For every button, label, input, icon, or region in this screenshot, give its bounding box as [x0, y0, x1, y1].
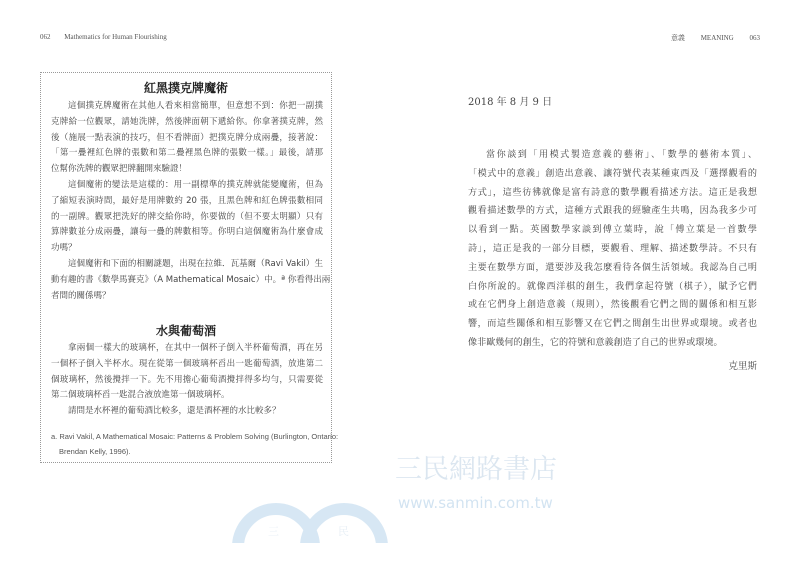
- text-line: 這個魔術和下面的相關謎題，出現在拉維．瓦基爾（Ravi Vakil）生: [68, 258, 323, 269]
- watermark: [230, 453, 570, 543]
- text-line: 者間的關係嗎？: [51, 290, 111, 301]
- right-page-number: 063: [749, 34, 760, 42]
- text-line: 或在它們身上創造意義（規則），然後觀看它們之間的關係和相互影: [468, 300, 757, 311]
- watermark-url: www.sanmin.com.tw: [398, 494, 553, 512]
- watermark-name: 三民網路書店: [395, 454, 557, 485]
- text-line: 的一副牌。觀眾把洗好的牌交給你時，你要做的（但不要太明顯）只有: [51, 211, 323, 222]
- text-line: 拿兩個一樣大的玻璃杯，在其中一個杯子倒入半杯葡萄酒，再在另: [68, 343, 323, 353]
- text-line: 觀看描述數學的方式，這種方式跟我的經驗產生共鳴，因為我多少可: [468, 206, 757, 217]
- text-line: 克牌給一位觀眾，請她洗牌，然後牌面朝下遞給你。你拿著撲克牌，然: [51, 116, 323, 127]
- logo-char: 三: [268, 525, 279, 538]
- text-line: 白你所說的。就像西洋棋的創生，我們拿起符號（棋子），賦予它們: [468, 281, 757, 292]
- text-line: 請問是水杯裡的葡萄酒比較多，還是酒杯裡的水比較多？: [68, 406, 281, 417]
- left-page-number: 062: [40, 33, 51, 41]
- text-line: 位幫你洗牌的觀眾把牌翻開來驗證！: [51, 164, 188, 175]
- footnote-line: a. Ravi Vakil, A Mathematical Mosaic: Patterns & Problem Solving (Burlington, Ontario:: [51, 432, 339, 441]
- text-line: 了縮短表演時間，最好是用牌數約 20 張，且黑色牌和紅色牌張數相同: [51, 195, 323, 206]
- text-line: 方式」，這些彷彿就像是富有詩意的數學觀看描述方法。這正是我想: [468, 187, 757, 198]
- chapter-title-zh: 意義: [670, 34, 685, 42]
- box-title-water-wine: 水與葡萄酒: [155, 324, 216, 338]
- text-line: 響，而這些關係和相互影響又在它們之間創生出世界或環境。或者也: [468, 319, 757, 330]
- text-line: 「第一疊裡紅色牌的張數和第二疊裡黑色牌的張數一樣。」最後，請那: [51, 148, 323, 159]
- text-line: 第二個玻璃杯舀一匙混合液放進第一個玻璃杯。: [51, 390, 230, 401]
- box-title-card-trick: 紅黑撲克牌魔術: [143, 81, 228, 95]
- text-line: 一個杯子倒入半杯水。現在從第一個玻璃杯舀出一匙葡萄酒，放進第二: [51, 358, 323, 369]
- right-running-header: [657, 33, 760, 43]
- card-trick-text: [51, 99, 331, 304]
- sidebar-box: [40, 72, 339, 463]
- text-line: 以看到一點。英國數學家談到傅立葉時，說「傅立葉是一首數學: [468, 225, 757, 236]
- letter-date: 2018 年 8 月 9 日: [468, 97, 553, 108]
- text-line: 功嗎？: [51, 243, 77, 254]
- text-line: 「模式中的意義」創造出意義、讓符號代表某種東西及「選擇觀看的: [468, 168, 757, 179]
- chapter-title-en: MEANING: [700, 34, 734, 42]
- text-line: 當你談到「用模式製造意義的藝術」、「數學的藝術本質」、: [486, 150, 757, 160]
- text-line: 這個魔術的變法是這樣的：用一副標準的撲克牌就能變魔術，但為: [68, 179, 323, 190]
- text-line: 詩」，這正是我的一部分目標，要觀看、理解、描述數學詩。不只有: [468, 243, 757, 254]
- left-running-title: Mathematics for Human Flourishing: [64, 33, 167, 41]
- text-line: 這個撲克牌魔術在其他人看來相當簡單，但意想不到：你把一副撲: [68, 101, 323, 111]
- sanmin-logo-icon: [230, 467, 390, 543]
- text-line: 後（施展一點表演的技巧，但不看牌面）把撲克牌分成兩疊，接著說：: [51, 132, 323, 143]
- text-line: 像非歐幾何的創生，它的符號和意義創造了自己的世界或環境。: [468, 337, 723, 348]
- text-line: 主要在數學方面，還要涉及我怎麼看待各個生活領域。我認為自己明: [468, 262, 757, 273]
- text-line: 算牌數並分成兩疊，讓每一疊的牌數相等。你明白這個魔術為什麼會成: [51, 227, 323, 238]
- water-wine-text: [51, 341, 323, 420]
- text-line: 個玻璃杯，然後攪拌一下。先不用擔心葡萄酒攪拌得多均勻，只需要從: [51, 374, 323, 385]
- logo-char: 民: [338, 525, 349, 538]
- letter-signature: 克里斯: [728, 361, 757, 372]
- letter-body: [468, 146, 757, 353]
- footnote-line: Brendan Kelly, 1996).: [59, 447, 131, 456]
- text-line: 動有趣的書《數學馬賽克》（A Mathematical Mosaic）中。ª 你看得出兩: [51, 274, 331, 285]
- left-running-header: [40, 33, 179, 41]
